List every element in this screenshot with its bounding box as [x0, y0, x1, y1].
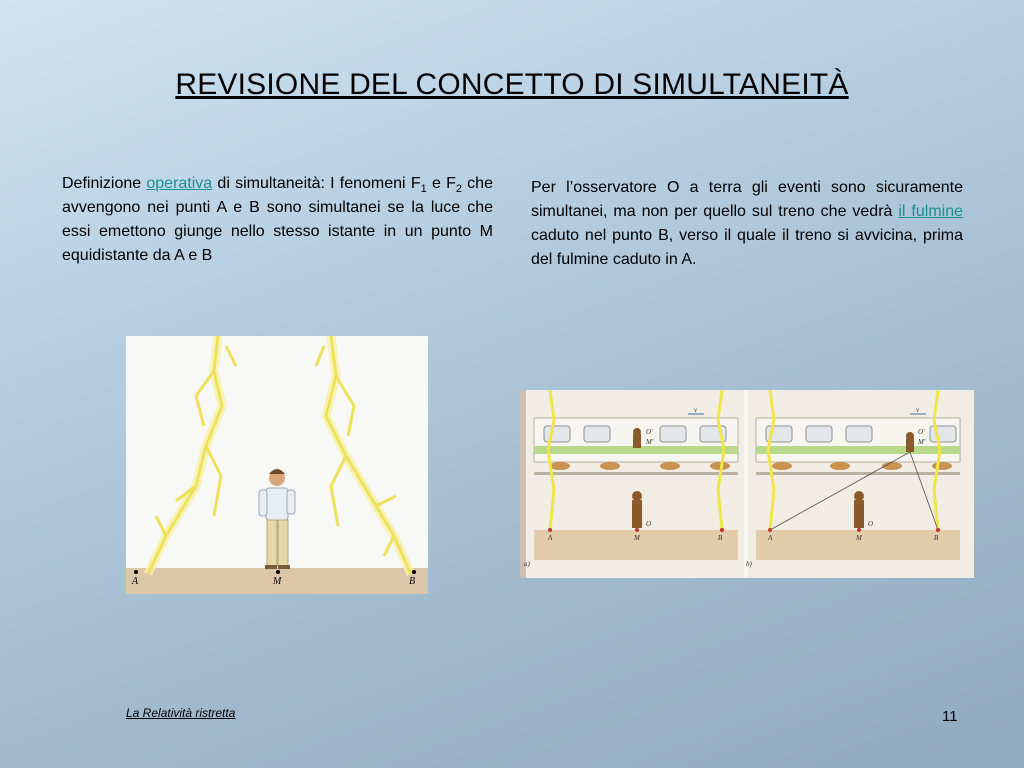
svg-text:O': O'	[918, 428, 925, 436]
footer-course-title: La Relatività ristretta	[126, 706, 236, 720]
observer-text: Per l’osservatore O a terra gli eventi sono sicuramente simultanei, ma non per quello sul treno che vedrà il fulmine caduto nel punto B, verso il quale il treno si avvicina, prima del fulmine caduto in A.	[531, 179, 963, 268]
operativa-link[interactable]: operativa	[146, 175, 213, 192]
page-number: 11	[942, 708, 958, 725]
label-m: M	[273, 576, 282, 587]
svg-text:M': M'	[918, 438, 926, 446]
svg-text:A: A	[548, 534, 553, 542]
svg-text:v: v	[916, 406, 920, 414]
svg-text:B: B	[934, 534, 939, 542]
definition-text: Definizione operativa di simultaneità: I fenomeni $F_1$ e $F_2$ che avvengono nei punti A e B sono simultanei se la luce che essi emettono giunge nello stesso istante in un punto M equidistante da A e B	[62, 175, 493, 264]
svg-text:O: O	[646, 520, 652, 528]
label-a: A	[132, 576, 139, 587]
fulmine-link[interactable]: il fulmine	[898, 203, 963, 220]
slide-title: REVISIONE DEL CONCETTO DI SIMULTANEITÀ	[175, 68, 849, 101]
svg-text:M: M	[634, 534, 640, 542]
svg-text:v: v	[694, 406, 698, 414]
svg-text:a): a)	[524, 560, 530, 568]
label-b: B	[409, 576, 416, 587]
svg-text:b): b)	[746, 560, 752, 568]
svg-text:B: B	[718, 534, 723, 542]
svg-text:O: O	[868, 520, 874, 528]
train-lightning-figure	[520, 390, 974, 578]
svg-text:A: A	[768, 534, 773, 542]
svg-text:O': O'	[646, 428, 653, 436]
svg-text:M': M'	[646, 438, 654, 446]
svg-text:M: M	[856, 534, 862, 542]
lightning-observer-figure	[126, 336, 428, 594]
